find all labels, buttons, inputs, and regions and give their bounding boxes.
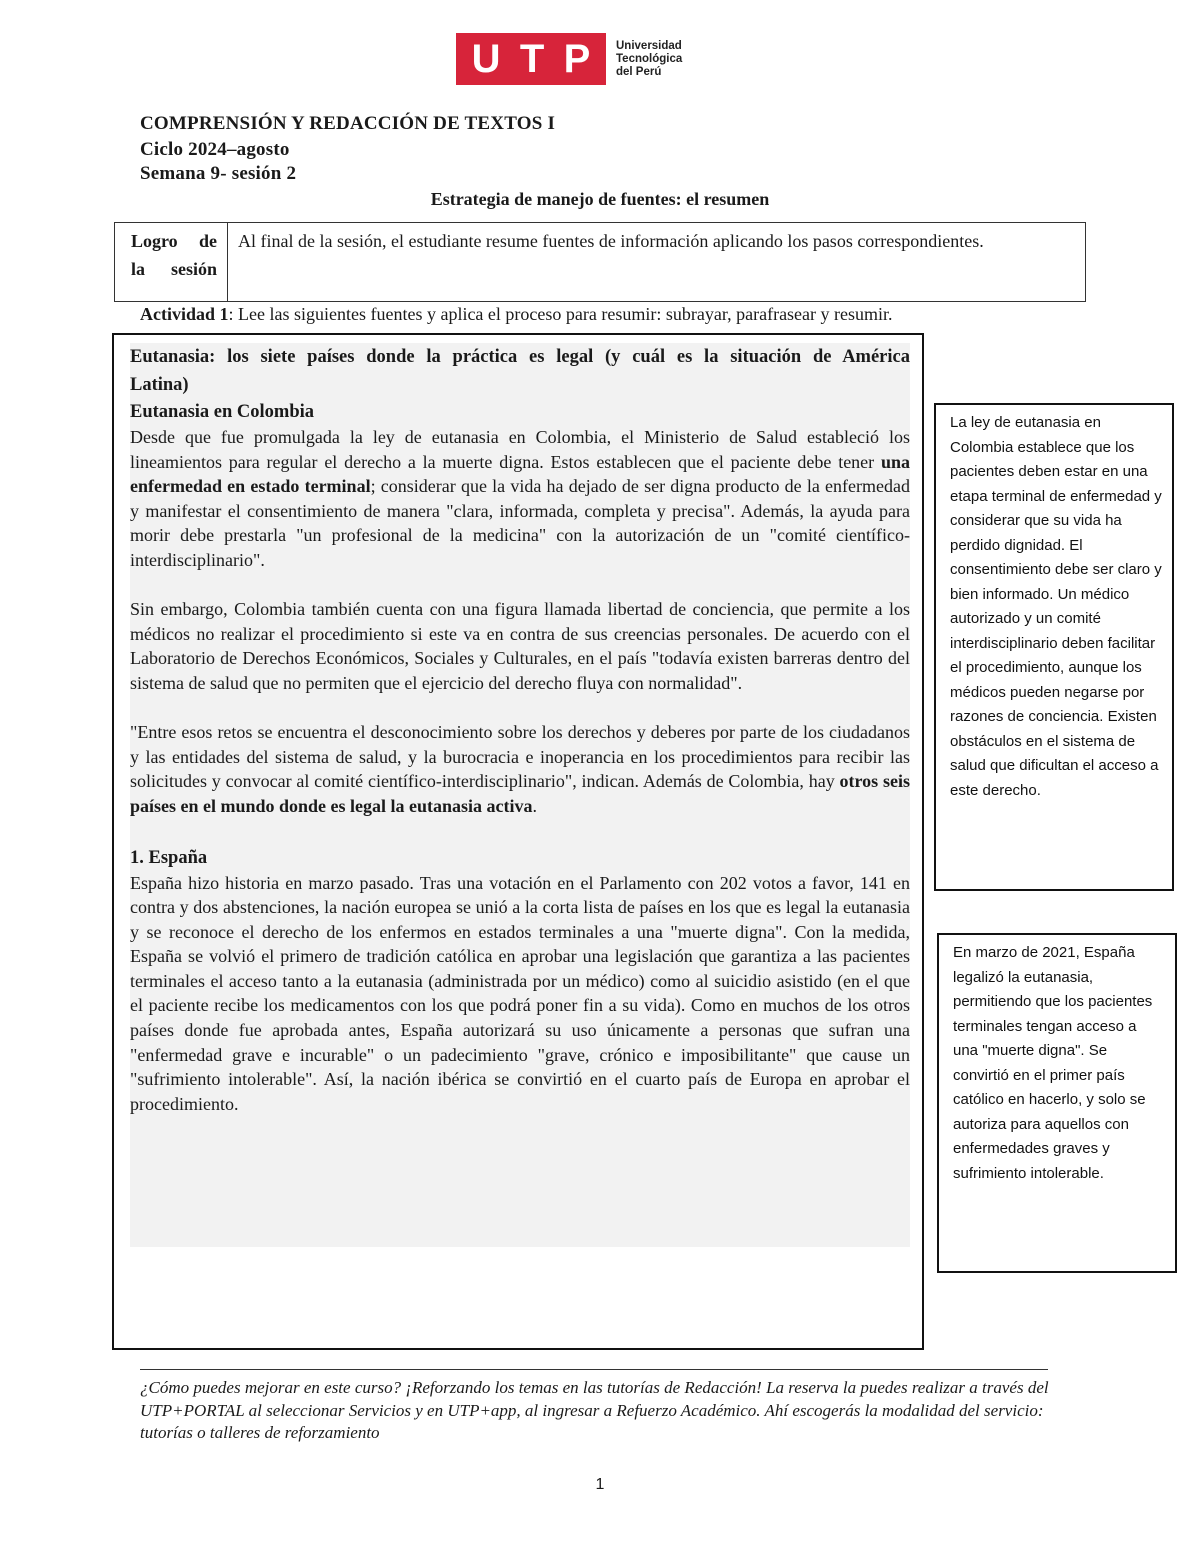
activity-text: : Lee las siguientes fuentes y aplica el proceso para resumir: subrayar, parafrasear y resumir. — [228, 304, 893, 324]
logro-label: Logro de la sesión — [115, 223, 228, 301]
logro-text: Al final de la sesión, el estudiante resume fuentes de información aplicando los pasos correspondientes. — [238, 231, 984, 251]
spain-section-title: 1. España — [130, 847, 208, 868]
article-title: Eutanasia: los siete países donde la práctica es legal (y cuál es la situación de América Latina) — [130, 347, 910, 395]
paragraph-colombia-2: Sin embargo, Colombia también cuenta con una figura llamada libertad de conciencia, que permite a los médicos no realizar el procedimiento si este va en contra de sus creencias personales. De acuerdo con el Laboratorio de Derechos Económicos, Sociales y Culturales, en el país "todavía existen barreras dentro del sistema de salud que no permiten que el ejercicio del derecho fluya con normalidad". — [130, 599, 910, 693]
p1-text-a: Desde que fue promulgada la ley de eutanasia en Colombia, el Ministerio de Salud estableció los lineamientos para regular el derecho a la muerte digna. Estos establecen que el paciente debe tener — [130, 427, 910, 472]
paragraph-colombia-1 — [130, 425, 910, 573]
footer-divider — [140, 1369, 1048, 1370]
strategy-title: Estrategia de manejo de fuentes: el resumen — [430, 189, 770, 209]
p3-text-a: "Entre esos retos se encuentra el desconocimiento sobre los derechos y deberes por parte de los ciudadanos y las entidades del sistema de salud, y la burocracia e inoperancia en los procedimientos para recibir las solicitudes y convocar al comité científico-interdisciplinario", indican. Además de Colombia, hay — [130, 722, 910, 792]
logo-letter-t: T — [519, 37, 545, 81]
article-content — [130, 343, 910, 1247]
paragraph-spain: España hizo historia en marzo pasado. Tras una votación en el Parlamento con 202 votos a favor, 141 en contra y dos abstenciones, la nación europea se unió a la corta lista de países en los que es legal la eutanasia y se reconoce el derecho de los enfermos en estados terminales a una "muerte digna". Con la medida, España se volvió el primero de tradición católica en aprobar una legislación que garantiza a las pacientes terminales el acceso tanto a la eutanasia (administrada por un médico) como al suicidio asistido (en el que el paciente recibe los medicamentos con los que podrá poner fin a su vida). Como en muchos de los otros países donde fue aprobada antes, España autorizará su uso únicamente a personas que sufran una "enfermedad grave e incurable" o un padecimiento "grave, crónico e imposibilitante" que cause un "sufrimiento intolerable". Así, la nación ibérica se convirtió en el cuarto país de Europa en aprobar el procedimiento. — [130, 872, 910, 1114]
logo-line-1: Universidad — [616, 39, 682, 52]
cycle-label: Ciclo 2024–agosto — [140, 139, 290, 160]
summary-note-colombia: La ley de eutanasia en Colombia establece que los pacientes deben estar en una etapa terminal de enfermedad y considerar que su vida ha perdido dignidad. El consentimiento debe ser claro y bien informado. Un médico autorizado y un comité interdisciplinario deben facilitar el procedimiento, aunque los médicos pueden negarse por razones de conciencia. Existen obstáculos en el sistema de salud que dificultan el acceso a este derecho. — [934, 403, 1174, 891]
utp-logo — [456, 32, 688, 86]
colombia-section-title: Eutanasia en Colombia — [130, 402, 315, 422]
p3-text-b: . — [532, 795, 538, 816]
article-box — [112, 333, 924, 1350]
page-number: 1 — [595, 1476, 605, 1493]
p1-text-b: ; considerar que la vida ha dejado de ser digna producto de la enfermedad y manifestar el consentimiento de manera "clara, informada, completa y precisa". Además, la ayuda para morir debe prestarla "un profesional de la medicina" con la autorización de un "comité científico-interdisciplinario". — [130, 476, 910, 570]
logo-letter-u: U — [471, 37, 501, 81]
logo-wordmark — [616, 40, 682, 79]
activity-label: Actividad 1 — [140, 304, 229, 324]
activity-instruction — [140, 304, 893, 325]
logo-letter-p: P — [563, 37, 591, 81]
footer-note: ¿Cómo puedes mejorar en este curso? ¡Reforzando los temas en las tutorías de Redacción! La reserva la puedes realizar a través del UTP+PORTAL al seleccionar Servicios y en UTP+app, al ingresar a Refuerzo Académico. Ahí escogerás la modalidad del servicio: tutorías o talleres de reforzamiento — [140, 1378, 1049, 1442]
p1-bold: una enfermedad en estado terminal — [130, 451, 910, 497]
week-label: Semana 9- sesión 2 — [140, 163, 297, 184]
utp-logo-mark — [456, 33, 606, 85]
logro-table — [114, 222, 1086, 302]
summary-note-spain: En marzo de 2021, España legalizó la eutanasia, permitiendo que los pacientes terminales tengan acceso a una "muerte digna". Se convirtió en el primer país católico en hacerlo, y solo se autoriza para aquellos con enfermedades graves y sufrimiento intolerable. — [937, 933, 1177, 1273]
p3-bold: otros seis países en el mundo donde es legal la eutanasia activa — [130, 771, 910, 816]
course-title: COMPRENSIÓN Y REDACCIÓN DE TEXTOS I — [140, 113, 556, 134]
logo-line-2: Tecnológica — [616, 52, 683, 65]
paragraph-colombia-3 — [130, 720, 910, 818]
logo-line-3: del Perú — [616, 65, 662, 78]
